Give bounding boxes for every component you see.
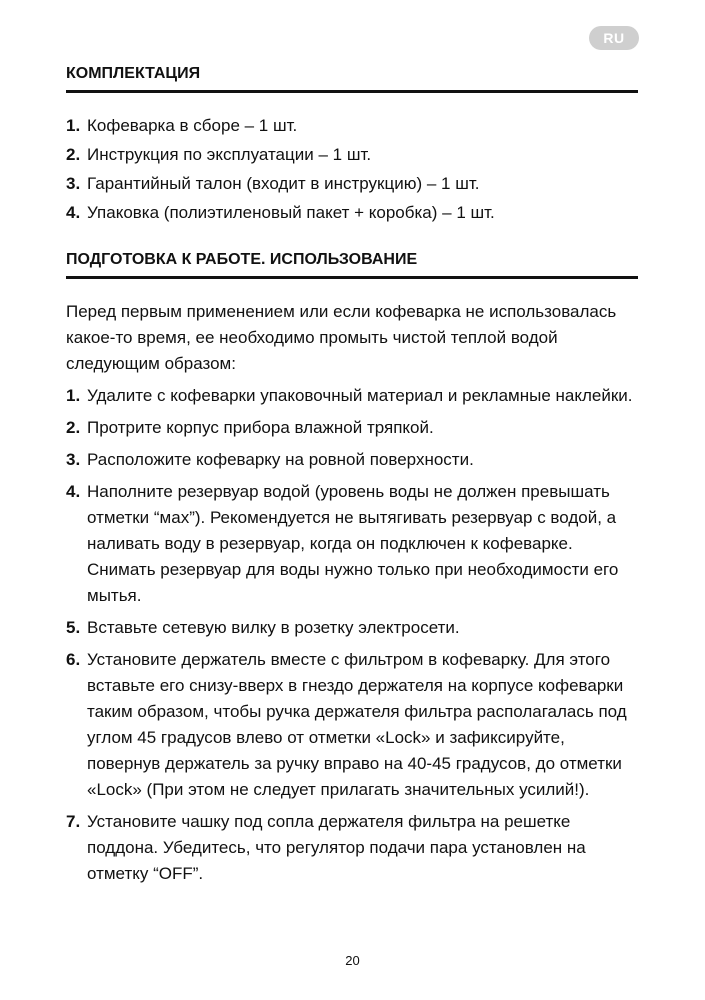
list-item xyxy=(66,615,638,641)
item-number: 2. xyxy=(66,418,81,437)
list-item xyxy=(66,809,638,887)
section-title-contents: КОМПЛЕКТАЦИЯ xyxy=(66,64,638,93)
page-number: 20 xyxy=(345,953,360,968)
list-item xyxy=(66,383,638,409)
section-title-preparation: ПОДГОТОВКА К РАБОТЕ. ИСПОЛЬЗОВАНИЕ xyxy=(66,250,638,279)
list-item xyxy=(66,113,638,139)
item-number: 1. xyxy=(66,386,81,405)
list-item xyxy=(66,171,638,197)
item-text: Вставьте сетевую вилку в розетку электросети. xyxy=(87,618,460,637)
item-text: Упаковка (полиэтиленовый пакет + коробка) – 1 шт. xyxy=(87,203,495,222)
list-item xyxy=(66,415,638,441)
item-number: 2. xyxy=(66,145,81,164)
list-item xyxy=(66,647,638,803)
item-number: 3. xyxy=(66,174,81,193)
contents-list xyxy=(66,113,638,226)
item-text: Установите чашку под сопла держателя фильтра на решетке поддона. Убедитесь, что регулятор подачи пара установлен на отметку “OFF”. xyxy=(87,812,586,883)
item-text: Протрите корпус прибора влажной тряпкой. xyxy=(87,418,434,437)
item-text: Расположите кофеварку на ровной поверхности. xyxy=(87,450,474,469)
intro-paragraph: Перед первым применением или если кофеварка не использовалась какое-то время, ее необходимо промыть чистой теплой водой следующим образом: xyxy=(66,302,617,373)
preparation-steps-list xyxy=(66,383,638,887)
item-text: Кофеварка в сборе – 1 шт. xyxy=(87,116,298,135)
language-badge: RU xyxy=(589,26,639,50)
item-number: 1. xyxy=(66,116,81,135)
item-text: Инструкция по эксплуатации – 1 шт. xyxy=(87,145,372,164)
item-number: 5. xyxy=(66,618,81,637)
item-number: 4. xyxy=(66,203,81,222)
list-item xyxy=(66,479,638,609)
item-number: 4. xyxy=(66,482,81,501)
list-item xyxy=(66,447,638,473)
list-item xyxy=(66,200,638,226)
item-number: 6. xyxy=(66,650,81,669)
item-text: Установите держатель вместе с фильтром в кофеварку. Для этого вставьте его снизу-вверх в гнездо держателя на корпусе кофеварки таким образом, чтобы ручка держателя фильтра располагалась под углом 45 градусов влево от отметки «Lock» и зафиксируйте, повернув держатель за ручку вправо на 40-45 градусов, до отметки «Lock» (При этом не следует прилагать значительных усилий!). xyxy=(87,650,627,799)
item-text: Гарантийный талон (входит в инструкцию) – 1 шт. xyxy=(87,174,480,193)
list-item xyxy=(66,142,638,168)
item-number: 7. xyxy=(66,812,81,831)
item-text: Наполните резервуар водой (уровень воды не должен превышать отметки “мах”). Рекомендуется не вытягивать резервуар с водой, а наливать воду в резервуар, когда он подключен к кофеварке. Снимать резервуар для воды нужно только при необходимости его мытья. xyxy=(87,482,619,605)
page-content xyxy=(66,64,638,893)
item-text: Удалите с кофеварки упаковочный материал и рекламные наклейки. xyxy=(87,386,633,405)
item-number: 3. xyxy=(66,450,81,469)
